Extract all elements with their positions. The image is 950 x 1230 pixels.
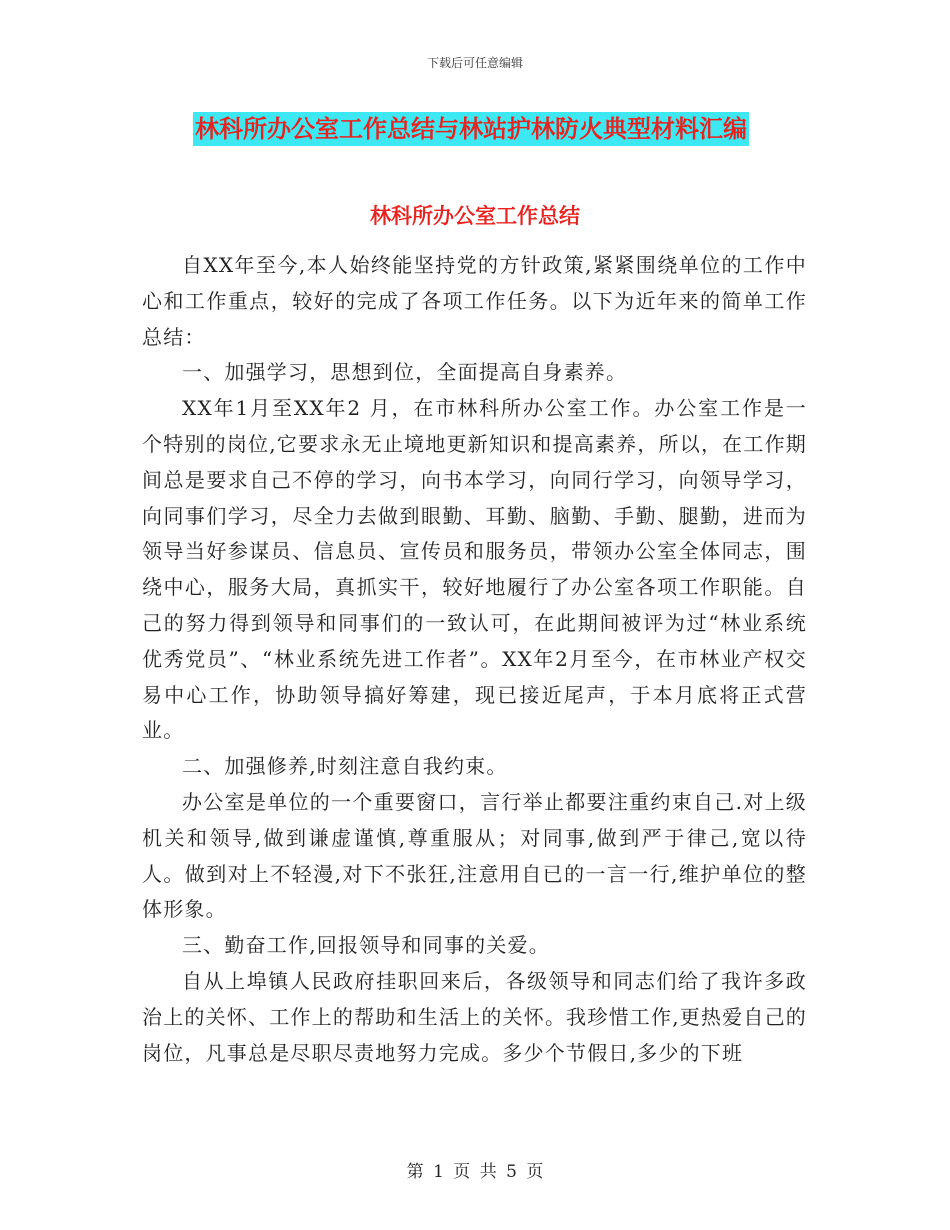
- page-header-note: 下载后可任意编辑: [426, 56, 523, 70]
- body-text: [142, 248, 807, 1071]
- page-number: 第 1 页 共 5 页: [406, 1162, 544, 1182]
- heading-point-2: 二、加强修养,时刻注意自我约束。: [182, 754, 508, 779]
- document-title: 林科所办公室工作总结与林站护林防火典型材料汇编: [193, 112, 749, 146]
- paragraph-point-1: XX年1月至XX年2 月，在市林科所办公室工作。办公室工作是一个特别的岗位,它要求永无止境地更新知识和提高素养，所以，在工作期间总是要求自己不停的学习，向书本学习，向同行学习，向领导学习，向同事们学习，尽全力去做到眼勤、耳勤、脑勤、手勤、腿勤，进而为领导当好参谋员、信息员、宣传员和服务员，带领办公室全体同志，围绕中心，服务大局，真抓实干，较好地履行了办公室各项工作职能。自己的努力得到领导和同事们的一致认可，在此期间被评为过“林业系统优秀党员”、“林业系统先进工作者”。XX年2月至今，在市林业产权交易中心工作，协助领导搞好筹建，现已接近尾声，于本月底将正式营业。: [142, 396, 807, 743]
- heading-point-3: 三、勤奋工作,回报领导和同事的关爱。: [182, 933, 550, 958]
- paragraph-point-2: 办公室是单位的一个重要窗口，言行举止都要注重约束自己.对上级机关和领导,做到谦虚谨慎,尊重服从；对同事,做到严于律己,宽以待人。做到对上不轻漫,对下不张狂,注意用自已的一言一行,维护单位的整体形象。: [142, 789, 807, 922]
- heading-point-1: 一、加强学习，思想到位，全面提高自身素养。: [182, 360, 628, 385]
- section-title: 林科所办公室工作总结: [370, 204, 580, 228]
- paragraph-point-3: 自从上埠镇人民政府挂职回来后，各级领导和同志们给了我许多政治上的关怀、工作上的帮助和生活上的关怀。我珍惜工作,更热爱自己的岗位，凡事总是尽职尽责地努力完成。多少个节假日,多少的下班: [142, 968, 807, 1065]
- paragraph-intro: 自XX年至今,本人始终能坚持党的方针政策,紧紧围绕单位的工作中心和工作重点，较好的完成了各项工作任务。以下为近年来的简单工作总结：: [142, 253, 807, 349]
